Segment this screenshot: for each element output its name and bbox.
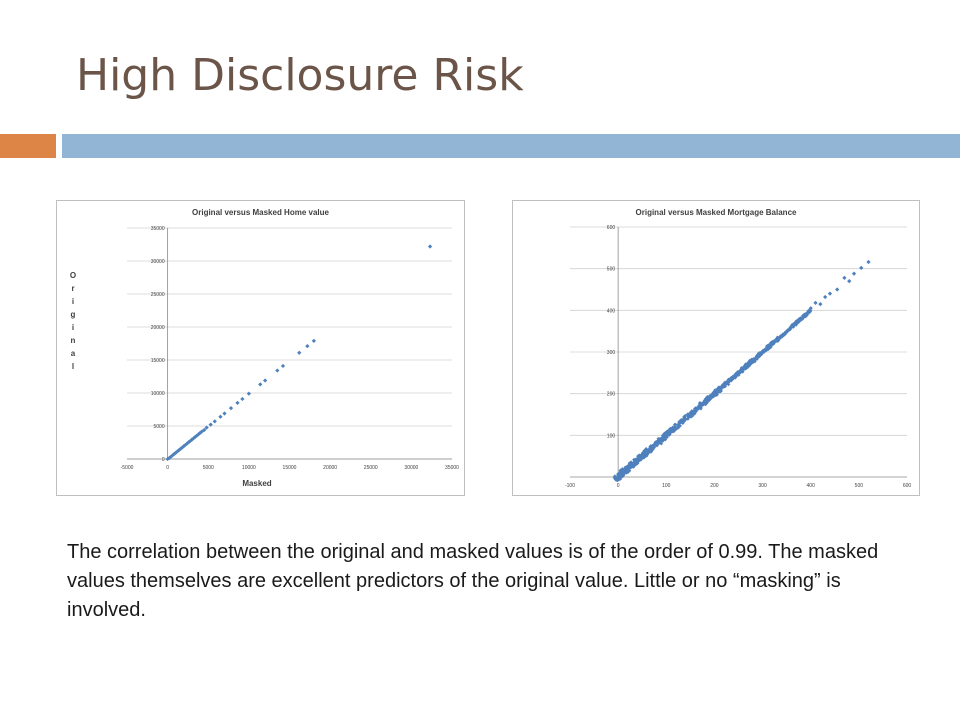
y-tick-label: 15000 bbox=[150, 358, 165, 364]
data-point bbox=[297, 351, 301, 355]
y-axis-title-char: a bbox=[70, 349, 76, 358]
data-point bbox=[835, 287, 839, 291]
y-tick-label: 400 bbox=[606, 308, 616, 315]
x-tick-label: 20000 bbox=[323, 465, 338, 471]
x-tick-label: 400 bbox=[806, 483, 815, 489]
data-point bbox=[866, 260, 870, 264]
x-tick-label: 15000 bbox=[282, 465, 297, 471]
data-point bbox=[847, 279, 851, 283]
data-point bbox=[229, 406, 233, 410]
y-axis-title-char: g bbox=[70, 310, 76, 319]
data-point bbox=[828, 292, 832, 296]
chart-mortgage-balance bbox=[512, 200, 920, 496]
data-point bbox=[263, 378, 267, 382]
data-point bbox=[247, 392, 251, 396]
y-axis-title-char: n bbox=[70, 336, 76, 345]
y-tick-label: 300 bbox=[606, 350, 616, 356]
x-tick-label: 600 bbox=[902, 483, 912, 489]
data-point bbox=[275, 368, 279, 372]
x-tick-label: 35000 bbox=[445, 465, 459, 471]
x-tick-label: 25000 bbox=[363, 465, 378, 471]
data-point bbox=[213, 419, 217, 423]
x-tick-label: 0 bbox=[166, 465, 170, 471]
data-point bbox=[859, 266, 863, 270]
data-point bbox=[823, 295, 827, 299]
x-tick-label: 100 bbox=[662, 483, 671, 489]
chart-home-value bbox=[56, 200, 465, 496]
x-tick-label: 200 bbox=[710, 483, 719, 489]
chart-mortgage-balance-svg bbox=[513, 201, 919, 495]
data-point bbox=[312, 339, 316, 343]
y-tick-label: 100 bbox=[606, 433, 616, 440]
y-axis-title-char: i bbox=[71, 323, 75, 332]
data-point bbox=[258, 382, 262, 386]
y-tick-label: 10000 bbox=[150, 391, 165, 397]
x-tick-label: -5000 bbox=[120, 465, 134, 471]
y-tick-label: 25000 bbox=[150, 292, 165, 298]
data-point bbox=[281, 364, 285, 368]
x-tick-label: 300 bbox=[758, 483, 767, 489]
data-point bbox=[842, 276, 846, 280]
y-tick-label: 5000 bbox=[153, 424, 165, 430]
x-tick-label: 500 bbox=[854, 483, 864, 489]
data-point bbox=[428, 244, 432, 248]
y-tick-label: 20000 bbox=[150, 325, 165, 331]
x-tick-label: 0 bbox=[616, 483, 620, 489]
data-point bbox=[305, 344, 309, 348]
y-axis-title-char: i bbox=[71, 297, 75, 306]
y-tick-label: 500 bbox=[606, 266, 616, 273]
y-axis-title-char: l bbox=[71, 362, 75, 371]
x-tick-label: 30000 bbox=[404, 465, 419, 471]
y-tick-label: 0 bbox=[161, 457, 165, 463]
x-tick-label: -100 bbox=[564, 483, 576, 489]
accent-bar-orange bbox=[0, 134, 56, 158]
x-tick-label: 5000 bbox=[202, 465, 214, 471]
x-axis-title: Masked bbox=[242, 479, 272, 488]
y-axis-title-char: r bbox=[71, 284, 75, 293]
slide-body-text: The correlation between the original and masked values is of the order of 0.99. The masked values themselves are excellent predictors of the original value. Little or no “masking” is involved. bbox=[67, 541, 879, 621]
chart-home-value-svg bbox=[57, 201, 464, 495]
chart-title: Original versus Masked Home value bbox=[192, 208, 329, 217]
data-point bbox=[240, 397, 244, 401]
data-point bbox=[818, 302, 822, 306]
y-tick-label: 200 bbox=[606, 391, 616, 398]
accent-bar-blue bbox=[62, 134, 960, 158]
y-tick-label: 600 bbox=[606, 225, 616, 231]
y-tick-label: 35000 bbox=[150, 226, 165, 232]
data-point bbox=[218, 415, 222, 419]
chart-title: Original versus Masked Mortgage Balance bbox=[635, 208, 797, 217]
data-point bbox=[813, 301, 817, 305]
y-tick-label: 30000 bbox=[150, 259, 165, 265]
data-point bbox=[222, 411, 226, 415]
x-tick-label: 10000 bbox=[241, 465, 256, 471]
y-axis-title-char: O bbox=[69, 271, 77, 280]
slide-title: High Disclosure Risk bbox=[76, 50, 524, 101]
data-point bbox=[235, 401, 239, 405]
data-point bbox=[852, 272, 856, 276]
